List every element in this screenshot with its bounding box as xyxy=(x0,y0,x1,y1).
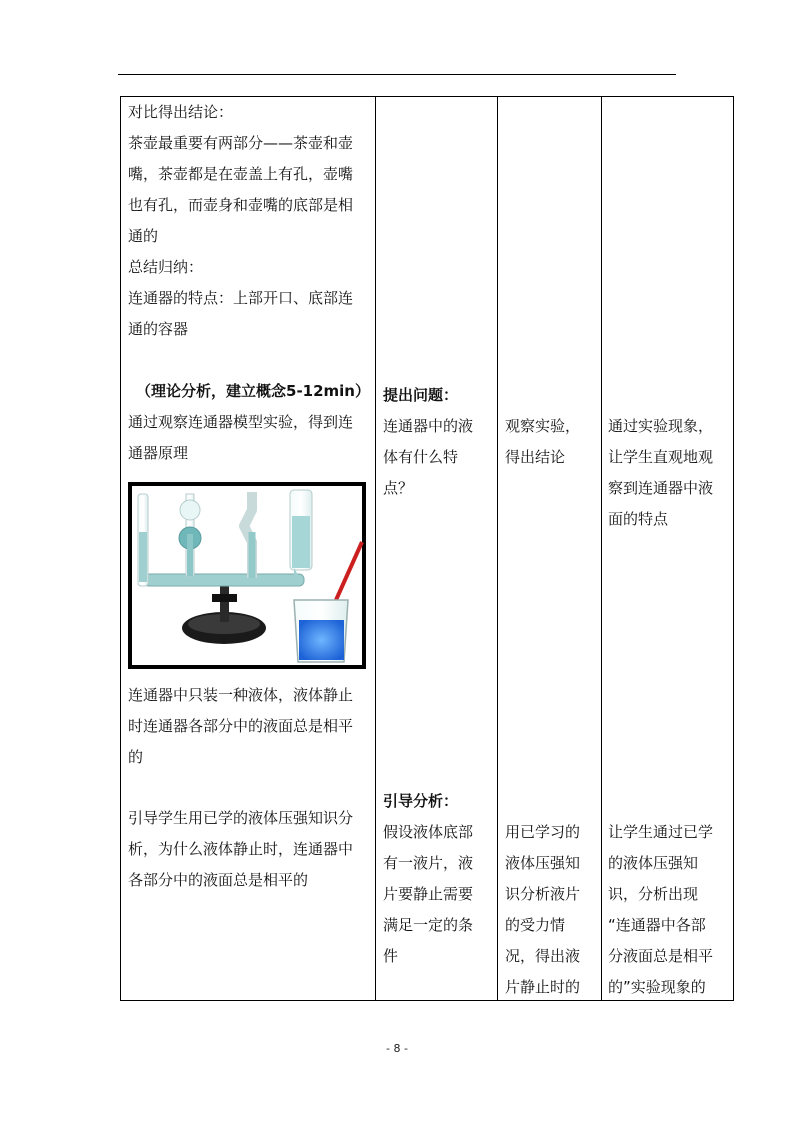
col4-intent-bottom xyxy=(608,817,732,1003)
col1-line: 通的容器 xyxy=(128,320,189,338)
col2-line: 件 xyxy=(383,947,399,965)
column-divider-2 xyxy=(497,97,498,1000)
col1-line: 连通器中只装一种液体，液体静止 xyxy=(128,686,354,704)
header-rule xyxy=(118,74,676,75)
col3-line: 片静止时的 xyxy=(505,978,581,996)
col1-line: 时连通器各部分中的液面总是相平 xyxy=(128,717,354,735)
lesson-table xyxy=(120,96,734,1001)
section-heading: （理论分析，建立概念5-12min） xyxy=(136,382,370,400)
col4-line: 让学生通过已学 xyxy=(608,823,714,841)
col4-line: 分液面总是相平 xyxy=(608,947,714,965)
col1-line: 通过观察连通器模型实验，得到连 xyxy=(128,413,354,431)
col1-line: 嘴，茶壶都是在壶盖上有孔，壶嘴 xyxy=(128,165,354,183)
col4-line: 让学生直观地观 xyxy=(608,448,714,466)
col4-line: 的”实验现象的 xyxy=(608,978,706,996)
col2-line: 有一液片，液 xyxy=(383,854,474,872)
col3-line: 观察实验， xyxy=(505,417,581,435)
col1-line: 连通器的特点：上部开口、底部连 xyxy=(128,289,354,307)
col2-line: 假设液体底部 xyxy=(383,823,474,841)
col4-line: 通过实验现象， xyxy=(608,417,714,435)
col3-line: 得出结论 xyxy=(505,448,566,466)
page-number: - 8 - xyxy=(386,1042,408,1055)
col1-conclusion xyxy=(128,97,368,469)
col4-line: 面的特点 xyxy=(608,510,669,528)
col2-question xyxy=(383,380,495,504)
col2-line: 连通器中的液 xyxy=(383,417,474,435)
col4-line: 的液体压强知 xyxy=(608,854,699,872)
col2-line: 点？ xyxy=(383,479,414,497)
col1-line: 通的 xyxy=(128,227,159,245)
col3-analyze xyxy=(505,817,599,1003)
column-divider-3 xyxy=(601,97,602,1000)
column-divider-1 xyxy=(375,97,376,1000)
col1-line: 总结归纳： xyxy=(128,258,204,276)
col4-line: 识，分析出现 xyxy=(608,885,699,903)
col2-guide xyxy=(383,786,495,972)
guide-heading: 引导分析： xyxy=(383,792,459,810)
col3-line: 用已学习的 xyxy=(505,823,581,841)
col4-line: “连通器中各部 xyxy=(608,916,706,934)
col3-line: 况，得出液 xyxy=(505,947,581,965)
connected-vessels-apparatus-photo xyxy=(128,482,366,669)
col1-line: 的 xyxy=(128,748,144,766)
col1-line: 也有孔，而壶身和壶嘴的底部是相 xyxy=(128,196,354,214)
col1-line: 茶壶最重要有两部分——茶壶和壶 xyxy=(128,134,354,152)
col1-line: 通器原理 xyxy=(128,444,189,462)
col4-line: 察到连通器中液 xyxy=(608,479,714,497)
col2-line: 片要静止需要 xyxy=(383,885,474,903)
col1-line: 析，为什么液体静止时，连通器中 xyxy=(128,840,354,858)
col1-guidance xyxy=(128,803,368,896)
question-heading: 提出问题： xyxy=(383,386,459,404)
col1-line: 对比得出结论： xyxy=(128,103,234,121)
col2-line: 体有什么特 xyxy=(383,448,459,466)
col3-line: 识分析液片 xyxy=(505,885,581,903)
col1-line: 引导学生用已学的液体压强知识分 xyxy=(128,809,354,827)
col1-principle xyxy=(128,680,368,773)
col1-line: 各部分中的液面总是相平的 xyxy=(128,871,309,889)
col4-intent-top xyxy=(608,411,732,535)
col3-line: 液体压强知 xyxy=(505,854,581,872)
col3-observe xyxy=(505,411,599,473)
col3-line: 的受力情 xyxy=(505,916,566,934)
col2-line: 满足一定的条 xyxy=(383,916,474,934)
